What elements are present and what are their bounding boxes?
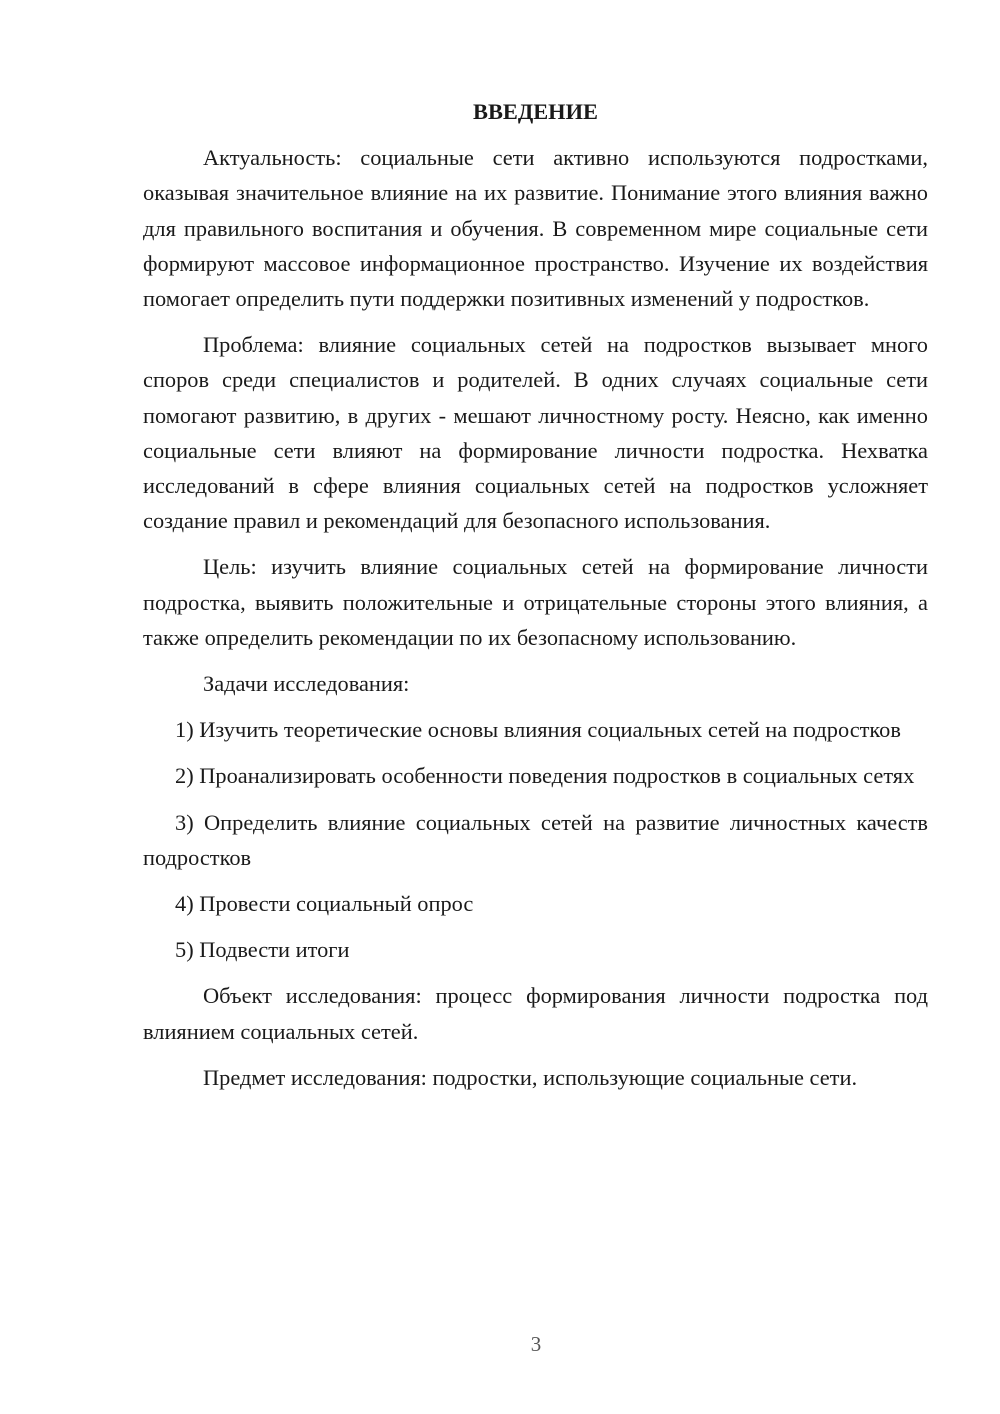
task-item: 4) Провести социальный опрос: [175, 891, 474, 917]
task-item: 1) Изучить теоретические основы влияния социальных сетей на подростков: [175, 717, 901, 743]
page-title: ВВЕДЕНИЕ: [473, 99, 598, 124]
task-item: 3) Определить влияние социальных сетей на развитие личностных качеств подростков: [143, 809, 928, 870]
page-content: [143, 94, 928, 1106]
subject-paragraph: Предмет исследования: подростки, использующие социальные сети.: [203, 1064, 858, 1090]
task-item: 5) Подвести итоги: [175, 937, 350, 963]
task-item: 2) Проанализировать особенности поведения подростков в социальных сетях: [175, 763, 915, 789]
relevance-paragraph: Актуальность: социальные сети активно используются подростками, оказывая значительное влияние на их развитие. Понимание этого влияния важно для правильного воспитания и обучения. В современном мире социальные сети формируют массовое информационное пространство. Изучение их воздействия помогает определить пути поддержки позитивных изменений у подростков.: [143, 145, 928, 312]
tasks-heading: Задачи исследования:: [203, 671, 410, 697]
problem-paragraph: Проблема: влияние социальных сетей на подростков вызывает много споров среди специалистов и родителей. В одних случаях социальные сети помогают развитию, в других - мешают личностному росту. Неясно, как именно социальные сети влияют на формирование личности подростка. Нехватка исследований в сфере влияния социальных сетей на подростков усложняет создание правил и рекомендаций для безопасного использования.: [143, 332, 928, 534]
object-paragraph: Объект исследования: процесс формирования личности подростка под влиянием социальных сетей.: [143, 983, 928, 1044]
page-number: 3: [530, 1332, 542, 1356]
goal-paragraph: Цель: изучить влияние социальных сетей на формирование личности подростка, выявить положительные и отрицательные стороны этого влияния, а также определить рекомендации по их безопасному использованию.: [143, 554, 928, 650]
